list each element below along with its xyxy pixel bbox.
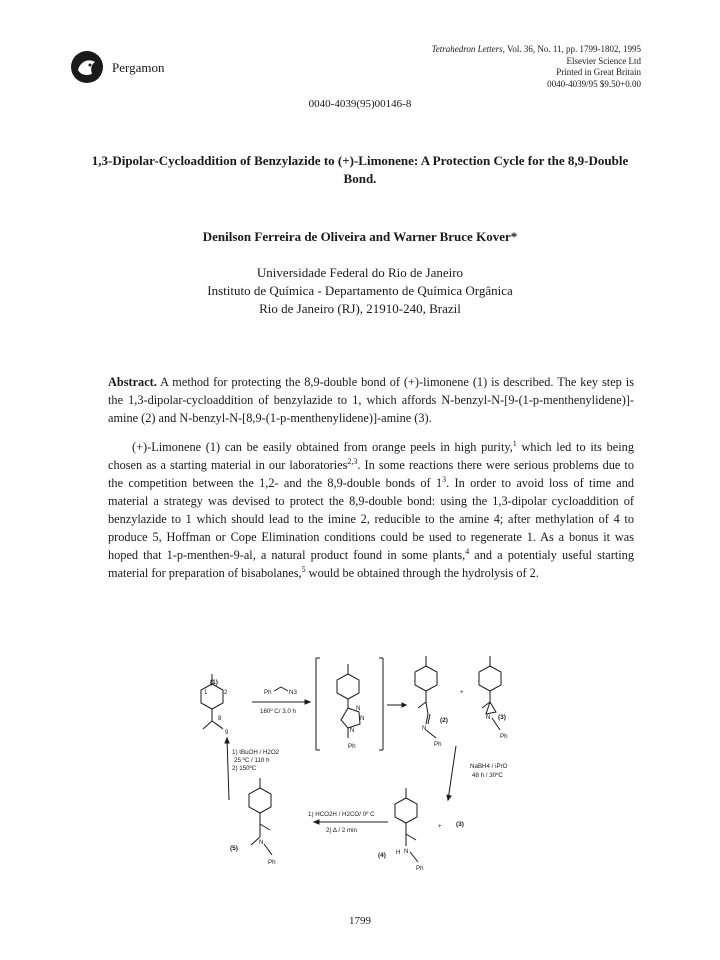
journal-line: 0040-4039/95 $9.50+0.00: [547, 78, 641, 89]
condition-left: 2) 150ºC: [232, 765, 257, 772]
pergamon-logo: [70, 50, 104, 84]
compound-label-3: (3): [456, 821, 464, 828]
citation-ref: 2,3: [347, 456, 358, 466]
atom-number: 1: [204, 689, 208, 696]
body-text-run: which led to its being chosen as a starting material in our laboratories: [108, 440, 634, 472]
journal-ref: , Vol. 36, No. 11, pp. 1799-1802, 1995: [502, 44, 641, 54]
body-text-run: . In order to avoid loss of time and material a strategy was devised to protect the 8,9-double bond: using the 1,3-dipolar cycloaddition of benzylazide to 1 which should lead to the imine 2, reducible to the amine 4; after methylation of 4 to produce 5, Hoffman or Cope Elimination conditions could be used to regenerate 1. As a bonus it was hoped that 1-p-menthen-9-al, a natural product found in some plants,: [108, 476, 634, 562]
body-text-run: would be obtained through the hydrolysis of 2.: [305, 566, 539, 580]
reaction-scheme: [160, 650, 560, 900]
affiliation: [0, 264, 720, 318]
body-text-run: . In some reactions there were serious problems due to the competition between the 1,2- and the 8,9-double bonds of 1: [108, 458, 634, 490]
condition-left: 25 ºC / 110 h: [234, 757, 270, 764]
reagent-phenyl: Ph: [264, 689, 272, 696]
body-paragraph: [108, 438, 634, 582]
paper-title: 1,3-Dipolar-Cycloaddition of Benzylazide to (+)-Limonene: A Protection Cycle for the 8,9-Double Bond.: [91, 153, 629, 186]
affiliation-line: Rio de Janeiro (RJ), 21910-240, Brazil: [259, 301, 461, 316]
compound-label-3: (3): [498, 714, 506, 721]
abstract: [108, 373, 634, 427]
compound-label-4: (4): [378, 852, 386, 859]
page-number: 1799: [349, 915, 371, 927]
structure-triazoline-intermediate: [337, 664, 360, 738]
atom-number: 9: [225, 729, 229, 736]
journal-title: Tetrahedron Letters: [431, 44, 503, 54]
atom-number: 8: [218, 715, 222, 722]
citation-ref: 3: [442, 474, 447, 484]
citation-ref: 4: [465, 546, 470, 556]
condition-bottom: 1) HCO2H / H2CO/ 0º C: [308, 811, 375, 818]
compound-label-2: (2): [440, 717, 448, 724]
condition-bottom: 2) Δ / 2 min: [326, 827, 357, 834]
abstract-text: A method for protecting the 8,9-double bond of (+)-limonene (1) is described. The key step is the 1,3-dipolar-cycloaddition of benzylazide to 1, which affords N-benzyl-N-[9-(1-p-menthenylidene)]-amine (2) and N-benzyl-N-[8,9-(1-p-menthenylidene)]-amine (3).: [108, 375, 634, 425]
atom-n: N: [356, 705, 361, 712]
phenyl-label: Ph: [348, 743, 356, 750]
publisher-name: Pergamon: [112, 60, 165, 75]
atom-n: N: [360, 715, 365, 722]
authors: Denilson Ferreira de Oliveira and Warner Bruce Kover*: [202, 229, 518, 244]
doi: 0040-4039(95)00146-8: [308, 98, 412, 110]
plus-sign: +: [438, 823, 442, 830]
phenyl-label: Ph: [416, 865, 424, 872]
body-text-run: and a potentialy useful starting material for preparation of bisabolanes,: [108, 548, 634, 580]
atom-n: N: [350, 727, 355, 734]
atom-n: N: [486, 714, 491, 721]
affiliation-line: Universidade Federal do Rio de Janeiro: [256, 265, 464, 280]
journal-line: Printed in Great Britain: [556, 67, 641, 77]
condition-right: NaBH4 / iPrO: [470, 763, 508, 770]
phenyl-label: Ph: [500, 733, 508, 740]
abstract-label: Abstract.: [108, 375, 157, 389]
atom-n: N: [422, 725, 427, 732]
citation-ref: 1: [512, 438, 517, 448]
condition-left: 1) tBuOH / H2O2: [232, 749, 280, 756]
plus-sign: +: [460, 689, 464, 696]
compound-label-5: (5): [230, 845, 238, 852]
journal-info: [341, 44, 641, 90]
phenyl-label: Ph: [268, 859, 276, 866]
reagent-azide: N3: [289, 689, 297, 696]
atom-n: N: [259, 839, 264, 846]
atom-number: 2: [224, 689, 228, 696]
atom-n: N: [404, 848, 409, 855]
condition-top: 160º C/ 3.0 h: [260, 708, 296, 715]
phenyl-label: Ph: [434, 741, 442, 748]
condition-right: 48 h / 30ºC: [472, 772, 503, 779]
citation-ref: 5: [301, 564, 306, 574]
affiliation-line: Instituto de Química - Departamento de Química Orgânica: [207, 283, 513, 298]
compound-label-1: (1): [210, 679, 218, 686]
journal-line: Elsevier Science Ltd: [566, 55, 641, 66]
body-text-run: (+)-Limonene (1) can be easily obtained from orange peels in high purity,: [132, 440, 513, 454]
atom-h: H: [396, 849, 401, 856]
